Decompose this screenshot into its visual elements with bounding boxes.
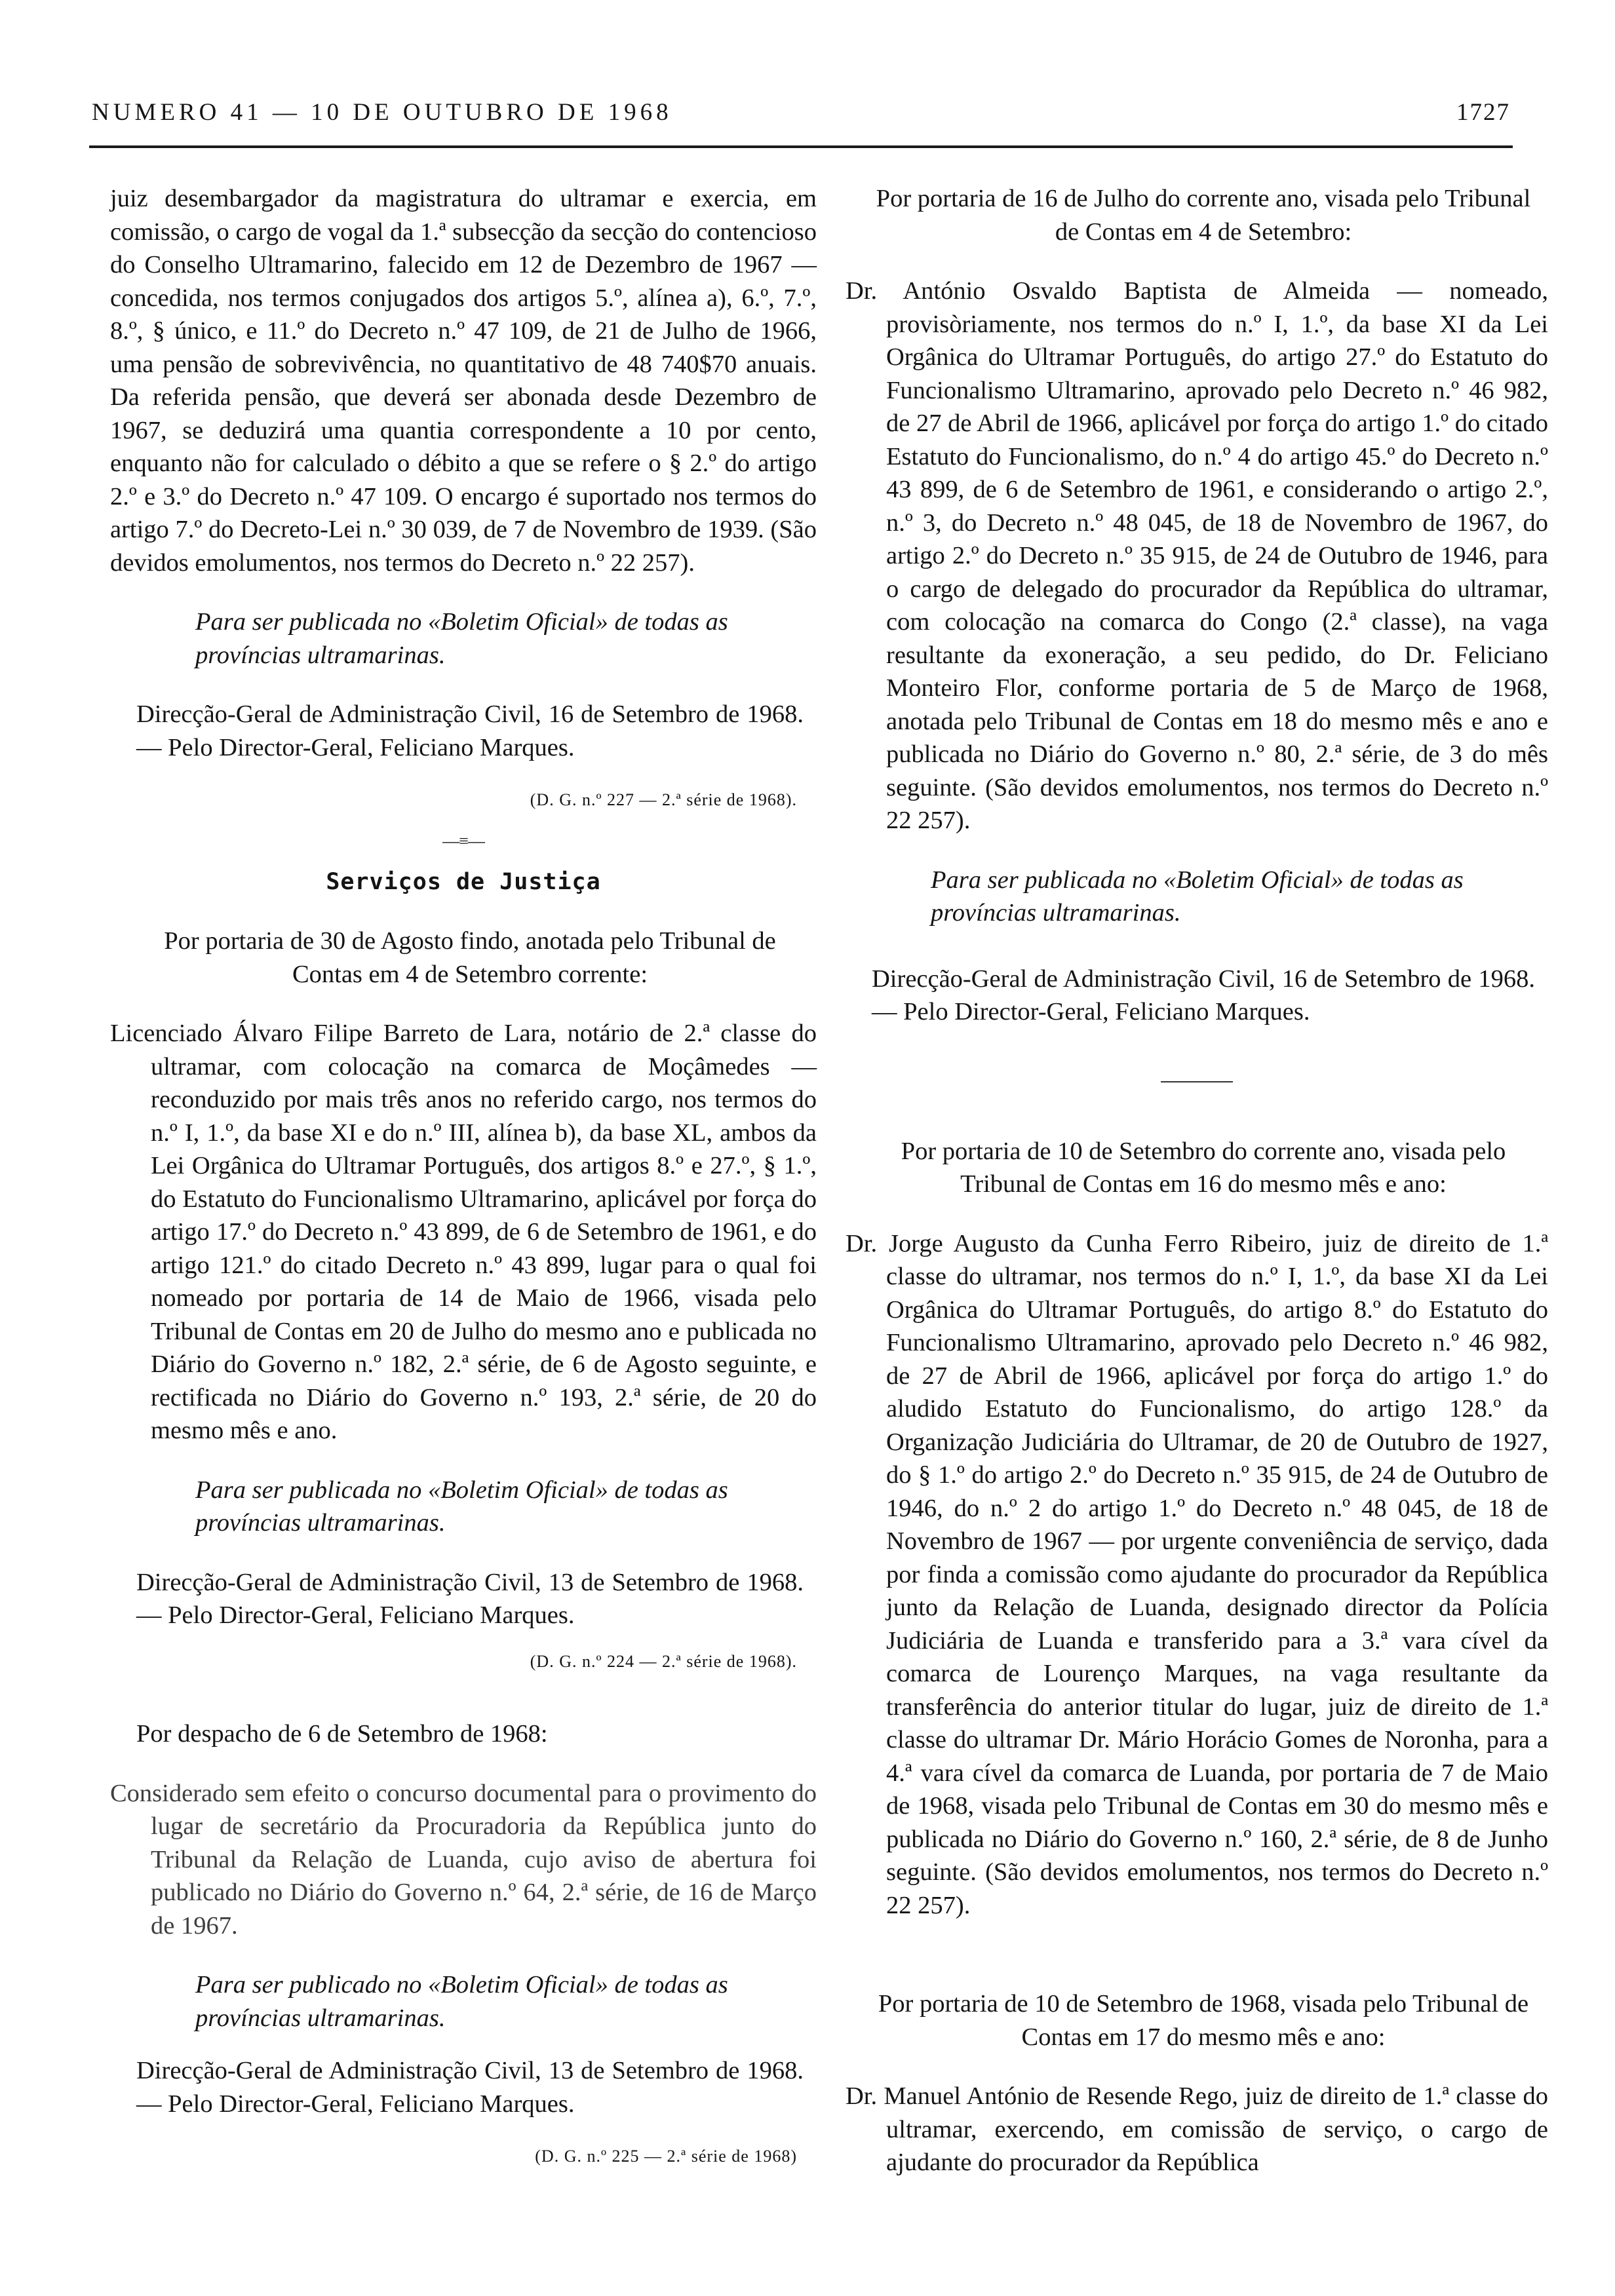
left-column xyxy=(110,182,817,2173)
publication-note: Para ser publicada no «Boletim Oficial» de todas as províncias ultramarinas. xyxy=(195,608,728,669)
transfer-paragraph: Dr. Jorge Augusto da Cunha Ferro Ribeiro, juiz de direito de 1.ª classe do ultramar, nos termos do n.º I, 1.º, da base XI da Lei Orgânica do Ultramar Português, do artigo 8.º do Estatuto do Funcionalismo Ultramarino, aprovado pelo Decreto n.º 46 982, de 27 de Abril de 1966, aplicável por força do artigo 1.º do aludido Estatuto do Funcionalismo, do artigo 128.º da Organização Judiciária do Ultramar, de 20 de Outubro de 1927, do § 1.º do artigo 2.º do Decreto n.º 35 915, de 24 de Outubro de 1946, do n.º 2 do artigo 1.º do Decreto n.º 48 045, de 18 de Novembro de 1967 — por urgente conveniência de serviço, dada por finda a comissão como ajudante do procurador da República junto da Relação de Luanda, designado director da Polícia Judiciária de Luanda e transferido para a 3.ª vara cível da comarca de Lourenço Marques, na vaga resultante da transferência do anterior titular do lugar, juiz de direito de 1.ª classe do ultramar Dr. Mário Horácio Gomes de Noronha, para a 4.ª vara cível da comarca de Luanda, por portaria de 7 de Maio de 1968, visada pelo Tribunal de Contas em 30 do mesmo mês e publicada no Diário do Governo n.º 160, 2.ª série, de 8 de Junho seguinte. (São devidos emolumentos, nos termos do Decreto n.º 22 257). xyxy=(846,1229,1548,1919)
publication-note: Para ser publicada no «Boletim Oficial» de todas as províncias ultramarinas. xyxy=(931,866,1464,927)
portaria-intro: Por portaria de 10 de Setembro do corrente ano, visada pelo Tribunal de Contas em 16 do mesmo mês e ano: xyxy=(901,1137,1506,1198)
signature-line: Direcção-Geral de Administração Civil, 13 de Setembro de 1968. — Pelo Director-Geral, Feliciano Marques. xyxy=(136,2057,804,2118)
publication-note: Para ser publicada no «Boletim Oficial» de todas as províncias ultramarinas. xyxy=(195,1476,728,1537)
source-reference: (D. G. n.º 225 — 2.ª série de 1968) xyxy=(535,2147,797,2166)
signature-line: Direcção-Geral de Administração Civil, 16 de Setembro de 1968. — Pelo Director-Geral, Feliciano Marques. xyxy=(136,700,804,761)
appointment-paragraph: Licenciado Álvaro Filipe Barreto de Lara, notário de 2.ª classe do ultramar, com colocação na comarca de Moçâmedes — reconduzido por mais três anos no referido cargo, nos termos do n.º I, 1.º, da base XI e do n.º III, alínea b), da base XL, ambos da Lei Orgânica do Ultramar Português, dos artigos 8.º e 27.º, § 1.º, do Estatuto do Funcionalismo Ultramarino, aplicável por força do artigo 17.º do Decreto n.º 43 899, de 6 de Setembro de 1961, e do artigo 121.º do citado Decreto n.º 43 899, lugar para o qual foi nomeado por portaria de 14 de Maio de 1966, visada pelo Tribunal de Contas em 20 de Julho do mesmo ano e publicada no Diário do Governo n.º 182, 2.ª série, de 6 de Agosto seguinte, e rectificada no Diário do Governo n.º 193, 2.ª série, de 20 do mesmo mês e ano. xyxy=(110,1020,817,1444)
publication-note: Para ser publicado no «Boletim Oficial» de todas as províncias ultramarinas. xyxy=(195,1971,728,2032)
appointment-paragraph: Dr. Manuel António de Resende Rego, juiz de direito de 1.ª classe do ultramar, exercendo, em comissão de serviço, o cargo de ajudante do procurador da República xyxy=(846,2082,1548,2176)
right-column xyxy=(846,182,1548,2179)
page-header xyxy=(92,98,1510,138)
appointment-paragraph: Dr. António Osvaldo Baptista de Almeida — nomeado, provisòriamente, nos termos do n.º I, 1.º, da base XI da Lei Orgânica do Ultramar Português, do artigo 27.º do Estatuto do Funcionalismo Ultramarino, aprovado pelo Decreto n.º 46 982, de 27 de Abril de 1966, aplicável por força do artigo 1.º do citado Estatuto do Funcionalismo, do n.º 4 do artigo 45.º do Decreto n.º 43 899, de 6 de Setembro de 1961, e considerando o artigo 2.º, n.º 3, do Decreto n.º 48 045, de 18 de Novembro de 1967, do artigo 2.º do Decreto n.º 35 915, de 24 de Outubro de 1946, para o cargo de delegado do procurador da República do ultramar, com colocação na comarca do Congo (2.ª classe), na vaga resultante da exoneração, a seu pedido, do Dr. Feliciano Monteiro Flor, conforme portaria de 5 de Março de 1968, anotada pelo Tribunal de Contas em 18 do mesmo mês e ano e publicada no Diário do Governo n.º 80, 2.ª série, de 3 do mês seguinte. (São devidos emolumentos, nos termos do Decreto n.º 22 257). xyxy=(846,277,1548,834)
section-ornament: —≡— xyxy=(442,831,484,851)
section-heading: Serviços de Justiça xyxy=(326,868,601,895)
portaria-intro: Por portaria de 30 de Agosto findo, anotada pelo Tribunal de Contas em 4 de Setembro corrente: xyxy=(164,927,776,988)
source-reference: (D. G. n.º 224 — 2.ª série de 1968). xyxy=(530,1651,797,1671)
pension-paragraph: juiz desembargador da magistratura do ultramar e exercia, em comissão, o cargo de vogal da 1.ª subsecção da secção do contencioso do Conselho Ultramarino, falecido em 12 de Dezembro de 1967 — concedida, nos termos conjugados dos artigos 5.º, alínea a), 6.º, 7.º, 8.º, § único, e 11.º do Decreto n.º 47 109, de 21 de Julho de 1966, uma pensão de sobrevivência, no quantitativo de 48 740$70 anuais. Da referida pensão, que deverá ser abonada desde Dezembro de 1967, se deduzirá uma quantia correspondente a 10 por cento, enquanto não for calculado o débito a que se refere o § 2.º do artigo 2.º e 3.º do Decreto n.º 47 109. O encargo é suportado nos termos do artigo 7.º do Decreto-Lei n.º 30 039, de 7 de Novembro de 1939. (São devidos emolumentos, nos termos do Decreto n.º 22 257). xyxy=(110,185,817,577)
signature-line: Direcção-Geral de Administração Civil, 13 de Setembro de 1968. — Pelo Director-Geral, Feliciano Marques. xyxy=(136,1568,804,1629)
portaria-intro: Por portaria de 10 de Setembro de 1968, visada pelo Tribunal de Contas em 17 do mesmo mês e ano: xyxy=(878,1990,1529,2051)
despacho-paragraph: Considerado sem efeito o concurso documental para o provimento do lugar de secretário da Procuradoria da República junto do Tribunal da Relação de Luanda, cujo aviso de abertura foi publicado no Diário do Governo n.º 64, 2.ª série, de 16 de Março de 1967. xyxy=(110,1779,817,1940)
issue-title: NUMERO 41 — 10 DE OUTUBRO DE 1968 xyxy=(92,99,672,126)
signature-line: Direcção-Geral de Administração Civil, 16 de Setembro de 1968. — Pelo Director-Geral, Feliciano Marques. xyxy=(872,965,1535,1025)
portaria-intro: Por portaria de 16 de Julho do corrente ano, visada pelo Tribunal de Contas em 4 de Setembro: xyxy=(876,185,1531,246)
despacho-intro: Por despacho de 6 de Setembro de 1968: xyxy=(136,1720,548,1748)
header-rule xyxy=(89,145,1513,148)
source-reference: (D. G. n.º 227 — 2.ª série de 1968). xyxy=(530,790,797,809)
page-number: 1727 xyxy=(1456,99,1510,126)
